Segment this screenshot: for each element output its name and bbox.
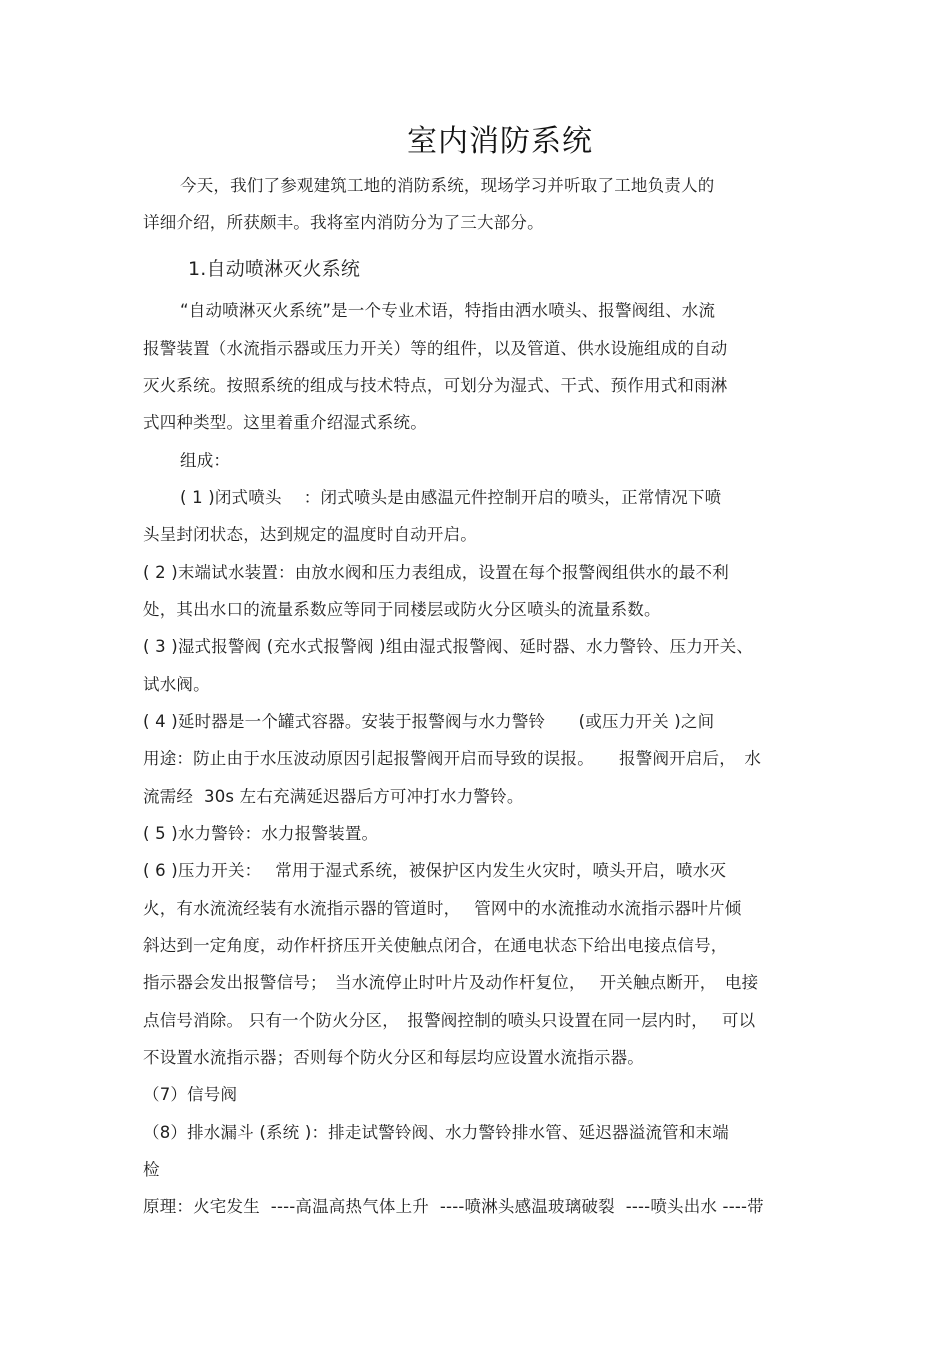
paragraph-line: 点信号消除。 只有一个防火分区， 报警阀控制的喷头只设置在同一层内时， 可以 xyxy=(143,1011,756,1030)
paragraph-line: 斜达到一定角度，动作杆挤压开关使触点闭合，在通电状态下给出电接点信号， xyxy=(143,936,728,955)
paragraph-line: 处，其出水口的流量系数应等同于同楼层或防火分区喷头的流量系数。 xyxy=(143,600,661,619)
paragraph-line: ( 6 )压力开关： 常用于湿式系统，被保护区内发生火灾时，喷头开启，喷水灭 xyxy=(143,861,727,880)
subheading-composition: 组成： xyxy=(180,451,231,470)
paragraph-line: 报警装置（水流指示器或压力开关）等的组件，以及管道、供水设施组成的自动 xyxy=(143,339,728,358)
paragraph-line: ( 3 )湿式报警阀 (充水式报警阀 )组由湿式报警阀、延时器、水力警铃、压力开关、 xyxy=(143,637,754,656)
paragraph-line: “自动喷淋灭火系统”是一个专业术语，特指由洒水喷头、报警阀组、水流 xyxy=(180,301,716,320)
section-heading: 1.自动喷淋灭火系统 xyxy=(188,258,361,280)
paragraph-line: 试水阀。 xyxy=(143,675,210,694)
paragraph-line: ( 2 )末端试水装置：由放水阀和压力表组成，设置在每个报警阀组供水的最不利 xyxy=(143,563,729,582)
paragraph-line: 不设置水流指示器；否则每个防火分区和每层均应设置水流指示器。 xyxy=(143,1048,644,1067)
paragraph-line: ( 4 )延时器是一个罐式容器。安装于报警阀与水力警铃 (或压力开关 )之间 xyxy=(143,712,715,731)
paragraph-line: 火，有水流流经装有水流指示器的管道时， 管网中的水流推动水流指示器叶片倾 xyxy=(143,899,742,918)
paragraph-line: 检 xyxy=(143,1160,160,1179)
paragraph-line: 头呈封闭状态，达到规定的温度时自动开启。 xyxy=(143,525,477,544)
intro-line-2: 详细介绍，所获颇丰。我将室内消防分为了三大部分。 xyxy=(143,213,544,232)
paragraph-line: ( 5 )水力警铃：水力报警装置。 xyxy=(143,824,379,843)
page-title: 室内消防系统 xyxy=(407,124,593,159)
paragraph-line: （7）信号阀 xyxy=(143,1085,238,1104)
paragraph-line: 用途：防止由于水压波动原因引起报警阀开启而导致的误报。 报警阀开启后， 水 xyxy=(143,749,762,768)
paragraph-line: 式四种类型。这里着重介绍湿式系统。 xyxy=(143,413,427,432)
paragraph-line: 指示器会发出报警信号； 当水流停止时叶片及动作杆复位， 开关触点断开， 电接 xyxy=(143,973,759,992)
intro-line-1: 今天，我们了参观建筑工地的消防系统，现场学习并听取了工地负责人的 xyxy=(180,176,715,195)
paragraph-line: （8）排水漏斗 (系统 )：排走试警铃阀、水力警铃排水管、延迟器溢流管和末端 xyxy=(143,1123,729,1142)
paragraph-line: 流需经 30s 左右充满延迟器后方可冲打水力警铃。 xyxy=(143,787,524,806)
paragraph-line: 原理：火宅发生 ----高温高热气体上升 ----喷淋头感温玻璃破裂 ----喷头出水 ----带 xyxy=(143,1197,764,1216)
paragraph-line: 灭火系统。按照系统的组成与技术特点，可划分为湿式、干式、预作用式和雨淋 xyxy=(143,376,728,395)
paragraph-line: ( 1 )闭式喷头 ：闭式喷头是由感温元件控制开启的喷头，正常情况下喷 xyxy=(180,488,722,507)
